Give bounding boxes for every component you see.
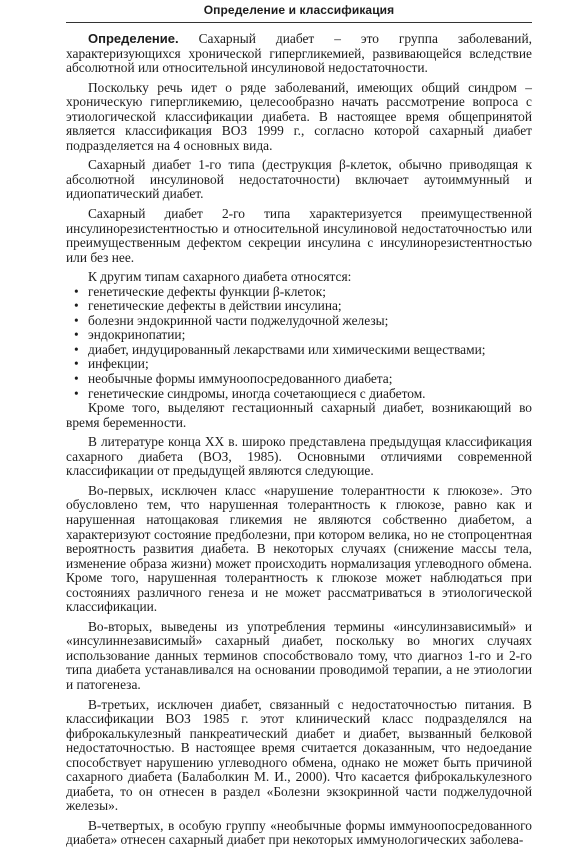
bullet-icon: • (74, 341, 79, 357)
paragraph-third-difference: В-третьих, исключен диабет, связанный с недостаточностью питания. В классификации ВОЗ 1985 г. этот клинический класс подразделялся на фиброкалькулезный панкреатический диабет и диабет, вызванный белковой недостаточностью. В настоящее время считается доказанным, что недоедание способствует нарушению углеводного обмена, однако не может быть причиной сахарного диабета (Балаболкин М. И., 2000). Что касается фиброкалькулезного диабета, то он отнесен в раздел «Болезни экзокринной части поджелудочной железы». (66, 696, 532, 814)
list-item: • генетические дефекты в действии инсулина; (74, 298, 342, 314)
page-body (66, 32, 532, 848)
list-item: • инфекции; (74, 356, 149, 372)
list-item: • генетические дефекты функции β-клеток; (74, 283, 326, 299)
paragraph-fourth-difference: В-четвертых, в особую группу «необычные формы иммуноопосредованного диабета» отнесен сахарный диабет при некоторых иммунологических заболева- (66, 817, 532, 848)
list-item: • генетические синдромы, иногда сочетающиеся с диабетом. (74, 385, 426, 401)
bullet-icon: • (74, 371, 79, 387)
paragraph-type1: Сахарный диабет 1-го типа (деструкция β-клеток, обычно приводящая к абсолютной инсулиновой недостаточности) включает аутоиммунный и идиопатический диабет. (66, 157, 532, 202)
list-item: • эндокринопатии; (74, 327, 186, 343)
running-header: Определение и классификация (203, 3, 395, 17)
definition-text: Сахарный диабет – это группа заболеваний, характеризующихся хронической гипергликемией, развивающейся вследствие абсолютной или относительной инсулиновой недостаточности. (66, 31, 532, 76)
bullet-icon: • (74, 356, 79, 372)
bullet-icon: • (74, 385, 79, 401)
paragraph-previous-classification: В литературе конца XX в. широко представлена предыдущая классификация сахарного диабета (ВОЗ, 1985). Основными отличиями современной классификации от предыдущей являются следующие. (66, 434, 532, 479)
list-item: • необычные формы иммуноопосредованного диабета; (74, 371, 393, 387)
definition-paragraph (66, 32, 532, 76)
list-item: • болезни эндокринной части поджелудочной железы; (74, 312, 389, 328)
paragraph-gestational: Кроме того, выделяют гестационный сахарный диабет, возникающий во время беременности. (66, 400, 532, 430)
definition-term: Определение. (88, 31, 179, 46)
list-intro: К другим типам сахарного диабета относятся: (88, 269, 352, 285)
paragraph-syndrome: Поскольку речь идет о ряде заболеваний, имеющих общий синдром – хроническую гипергликемию, целесообразно начать рассмотрение вопроса с этиологической классификации диабета. В настоящее время общепринятой является классификация ВОЗ 1999 г., согласно которой сахарный диабет подразделяется на 4 основных вида. (66, 79, 532, 153)
other-types-list (72, 285, 532, 401)
bullet-icon: • (74, 327, 79, 343)
bullet-icon: • (74, 298, 79, 314)
bullet-icon: • (74, 312, 79, 328)
list-item: • диабет, индуцированный лекарствами или химическими веществами; (74, 341, 486, 357)
paragraph-first-difference: Во-первых, исключен класс «нарушение толерантности к глюкозе». Это обусловлено тем, что нарушенная толерантность к глюкозе, равно как и нарушенная натощаковая гликемия не являются собственно диабетом, а характеризуют состояние предболезни, при котором велика, но не стопроцентная вероятность развития диабета. В некоторых случаях (снижение массы тела, изменение образа жизни) может происходить нормализация углеводного обмена. Кроме того, нарушенная толерантность к глюкозе может наблюдаться при состояниях различного генеза и не может рассматриваться в этиологической классификации. (66, 482, 532, 615)
header-rule (66, 22, 532, 23)
paragraph-type2: Сахарный диабет 2-го типа характеризуется преимущественной инсулинорезистентностью и относительной инсулиновой недостаточностью или преимущественным дефектом секреции инсулина с инсулинорезистентностью или без нее. (66, 206, 532, 265)
bullet-icon: • (74, 283, 79, 299)
paragraph-second-difference: Во-вторых, выведены из употребления термины «инсулинзависимый» и «инсулиннезависимый» сахарный диабет, поскольку во многих случаях использование данных терминов способствовало тому, что диагноз 1-го и 2-го типа диабета устанавливался на основании проводимой терапии, а не этиологии и патогенеза. (66, 618, 532, 692)
